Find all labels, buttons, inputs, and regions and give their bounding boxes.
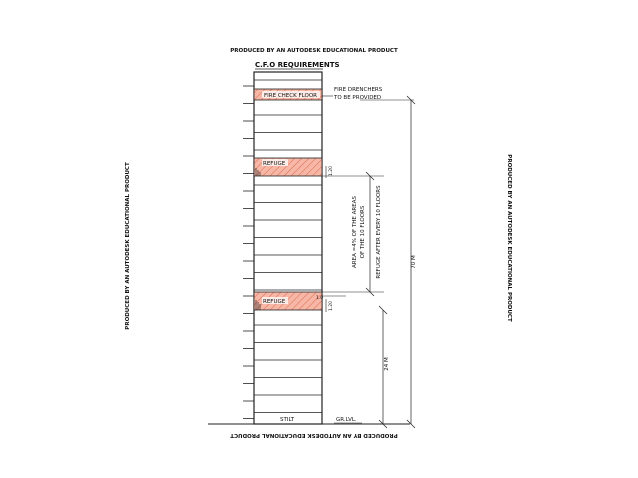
building-elevation (243, 72, 322, 424)
left-level-ticks (243, 86, 254, 419)
fire-drenchers-note-line1: FIRE DRENCHERS (334, 87, 383, 93)
fire-check-floor-label: FIRE CHECK FLOOR (264, 93, 317, 99)
stilt-label: STILT (280, 417, 295, 423)
building-outline (254, 72, 322, 424)
ground-level-label: GR.LVL. (336, 417, 357, 423)
refuge-after-every-note: REFUGE AFTER EVERY 10 FLOORS (376, 185, 382, 279)
watermark-right: PRODUCED BY AN AUTODESK EDUCATIONAL PRODUCT (506, 154, 512, 322)
dim-24m-label: 24 M (384, 357, 390, 371)
watermark-bottom: PRODUCED BY AN AUTODESK EDUCATIONAL PRODUCT (230, 432, 398, 438)
watermark-top: PRODUCED BY AN AUTODESK EDUCATIONAL PRODUCT (230, 48, 398, 54)
floor-lines (254, 80, 322, 413)
drawing-title: C.F.O REQUIREMENTS (255, 61, 340, 69)
watermark-left: PRODUCED BY AN AUTODESK EDUCATIONAL PRODUCT (125, 162, 131, 330)
refuge-upper-label: REFUGE (263, 161, 286, 167)
dim-small-lower: 1.20 (329, 300, 334, 311)
refuge-lower-label: REFUGE (263, 299, 286, 305)
dim-small-upper: 1.20 (329, 165, 334, 176)
dim-small-lower-right: 1.0 (316, 296, 324, 301)
fire-drenchers-note-line2: TO BE PROVIDED (334, 95, 382, 101)
dim-70m-label: 70 M (411, 255, 417, 269)
area-note-line1: AREA =4% OF THE AREAS (352, 196, 358, 268)
area-note-line2: OF THE 10 FLOORS (360, 205, 366, 259)
